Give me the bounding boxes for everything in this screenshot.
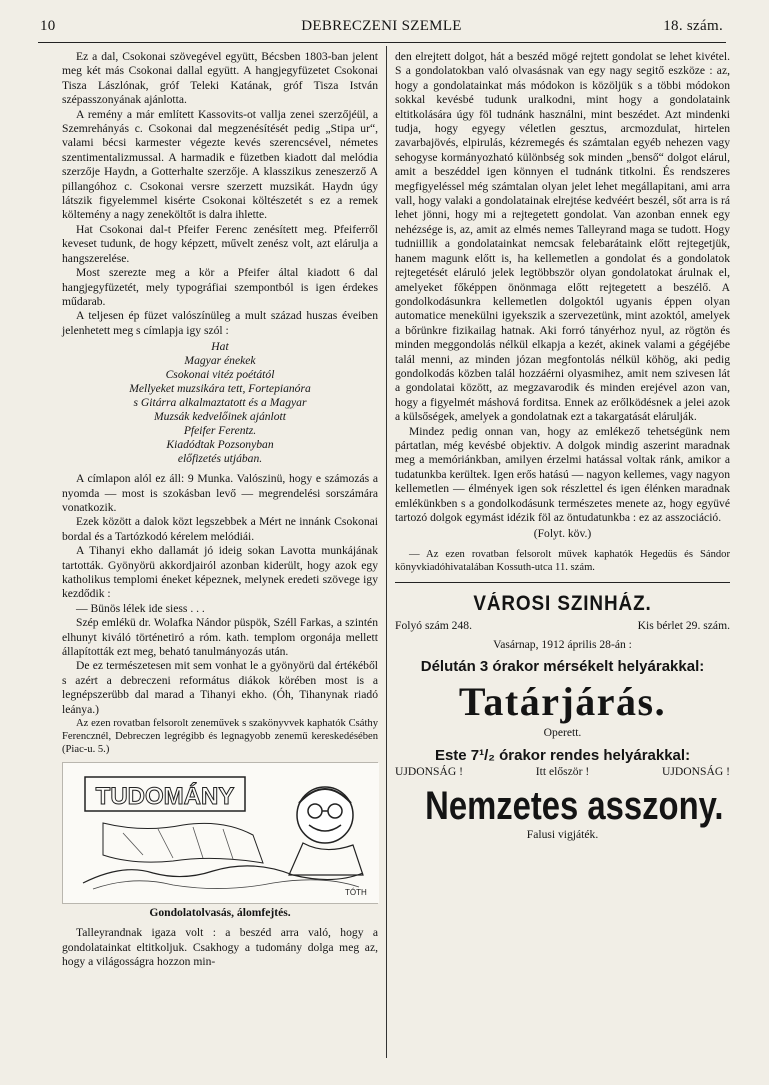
first-time-label: Itt először ! — [535, 765, 590, 779]
cartoon-caption: Gondolatolvasás, álomfejtés. — [149, 906, 291, 920]
hymn-quote: — Bünös lélek ide siess . . . — [76, 601, 205, 615]
page-header — [40, 18, 723, 40]
page-number: 10 — [40, 18, 56, 34]
quote-line: Hat — [211, 340, 229, 354]
paragraph: A címlapon alól ez áll: 9 Munka. Valószinü, hogy e számozás a nyomda — most is szokásban levő — megrendelési sorszámára vonatkozik. — [62, 472, 378, 514]
performance-numbers — [395, 619, 730, 633]
theatre-title: VÁROSI SZINHÁZ. — [473, 591, 652, 615]
novelty-line — [395, 765, 730, 779]
journal-title: DEBRECZENI SZEMLE — [301, 18, 462, 34]
bookshop-notice: Az ezen rovatban felsorolt zeneművek s szakönyvvek kaphatók Csáthy Ferencznél, Debreczen legrégibb és legnagyobb zenemű kereskedésében (Piac-u. 5.) — [62, 718, 378, 756]
left-column — [62, 50, 378, 970]
subscription-number: Kis bérlet 29. szám. — [637, 619, 730, 633]
novelty-right: UJDONSÁG ! — [662, 765, 730, 779]
matinee-line: Délután 3 órakor mérsékelt helyárakkal: — [420, 658, 705, 676]
continued-note: (Folyt. köv.) — [533, 527, 592, 541]
cartoon-signature: TÓTH — [345, 888, 367, 898]
quote-line: Magyar énekek — [184, 354, 256, 368]
paragraph: A remény a már említett Kassovits-ot vallja zenei szerzőjéül, a Szemrehányás c. Csokonai dal megzenésítését pedig „Stipa ur“, valami bécsi karmester végezte kevés szerencsével, németes szentimentalizmussal. A harmadik e füzetben kiadott dal melódia szerzője Haydn, a Gotterhalte szerzője. A klasszikus zeneszerző A pillangóhoz c. Csokonai versre szerzett muzsikát. Haydn úgy látszik figyelemmel kisérte Csokonai költészetét s ez a remek költemény a nagy zeneköltőt is dalra ihlette. — [62, 107, 378, 222]
paragraph: A teljesen ép füzet valószínüleg a mult század huszas éveiben jelenhetett meg s címlapja igy szól : — [62, 309, 378, 337]
paragraph: A Tihanyi ekho dallamát jó ideig sokan Lavotta munkájának tartották. Gyönyörü akkordjairól azonban kiderült, hogy azok egy katholikus templomi éneket képeznek, melynek eredeti szövege igy kezdődik : — [62, 544, 378, 601]
quote-line: Csokonai vitéz poétától — [165, 368, 275, 382]
header-rule — [38, 42, 726, 43]
paragraph: De ez természetesen mit sem vonhat le a gyönyörü dal értékéből s azért a debreczeni református diákok körében most is a legnépszerübb dal marad a Tihanyi ekho. (Óh, Tihanynak riadó leánya.) — [62, 659, 378, 716]
publisher-notice: — Az ezen rovatban felsorolt művek kaphatók Hegedüs és Sándor könyvkiadóhivatalában Kossuth-utca 11. szám. — [395, 548, 730, 573]
novelty-left: UJDONSÁG ! — [395, 765, 463, 779]
title-page-quote — [62, 340, 378, 466]
cartoon-illustration — [62, 762, 378, 904]
paragraph: Most szerezte meg a kör a Pfeifer által kiadott 6 dal hangjegyfüzetét, mely typográfiai szempontból is igen érdekes műdarab. — [62, 266, 378, 308]
quote-line: előfizetés utjában. — [177, 452, 263, 466]
performance-number: Folyó szám 248. — [395, 619, 472, 633]
evening-line: Este 7¹/₂ órakor rendes helyárakkal: — [434, 746, 691, 764]
right-column — [395, 50, 730, 842]
cartoon-banner: TUDOMÁNY — [95, 783, 235, 811]
quote-line: Pfeifer Ferentz. — [183, 424, 257, 438]
paragraph: Mindez pedig onnan van, hogy az emlékező tehetségünk nem pártatlan, még kevésbé objektiv. A dolgok mindig aszerint maradnak meg a memóriánkban, amilyen érzelmi hatással voltak ránk, amikor a tudatunkba kerültek. Igen erős hatású — nagyon kellemes, vagy nagyon kellemetlen — élmények igen sok részlettel és igen élénken maradnak emlékünkben s a gondolkodásunk természetes menete az, hogy együvé tartozó dolgok egymást idézik föl az öntudatunkba : ez az asszociáció. — [395, 424, 730, 524]
quote-line: Kiadódtak Pozsonyban — [166, 438, 274, 452]
cartoon-drawing — [63, 763, 379, 903]
paragraph: Szép emlékü dr. Wolafka Nándor püspök, Széll Farkas, a szintén elhunyt kiváló történetiró a róm. kath. templom orgonája mellett állapították ezt meg, beható tanulmányozás után. — [62, 616, 378, 658]
paragraph: Hat Csokonai dal-t Pfeifer Ferenc zenésített meg. Pfeiferről keveset tudunk, de hogy képzett, művelt zenész volt, azt elárulja a hangszerelése. — [62, 222, 378, 265]
quote-line: Muzsák kedvelőinek ajánlott — [154, 410, 286, 424]
issue-number: 18. szám. — [663, 18, 723, 34]
evening-genre: Falusi vigjáték. — [526, 827, 599, 841]
theatre-announcement — [395, 591, 730, 842]
performance-date: Vasárnap, 1912 április 28-án : — [493, 637, 632, 651]
quote-line: s Gitárra alkalmaztatott és a Magyar — [133, 396, 307, 410]
paragraph: den elrejtett dolgot, hát a beszéd mögé rejtett gondolat se lehet kivétel. S a gondolatokban való olvasásnak van egy nagy segitő eszköze : az, hogy a gondolatainkat más módokon is közöljük s a többi módokon sokkal kevésbé tudunk uralkodni, mint hogy a gondolataink eltitkolására úgy föl tudnánk használni, mint beszédet. Azt mindenki tudja, hogy egyegy véletlen gesztus, arcmozdulat, hirtelen zavarbajövés, elpirulás, kézremegés és számtalan egyéb nehezen vagy sehogyse kormányozható különbség sok minden „benső“ dolgot elárul, amit a beszéddel igen könnyen el tudnánk titkolni. És rendszeres megfigyeléssel még számtalan olyan jelet lehet megállapitani, ami arra vall, hogy valaki a gondolatainak elrejtése kedvéért beszél, sőt arra is rá lehet jönni, hogy mi a rejtegetett gondolat. Van azonban ennek egy nehézsége is, az, amit az elmés nemes Talleyrand maga se tudott. Hogy tudniillik a gondolatainkat nemcsak felebarátaink előtt rejtegetjük, hanem magunk előtt is, ha kellemetlen a gondolat és a gondolatok rejtegetését eláruló jelek legtöbbször olyan gondolatokat árulnak el, amelyeket főképpen önönmaga előtt rejtegetett a beszélő. A gondolkodásunkra kellemetlen dolgoktól ugyanis éppen olyan automatice menekülni igyekszik a szervezetünk, mint azoktól, amelyek a bőrünkre fizikailag hatnak. Aki forró tányérhoz nyul, az rögtön és minden meggondolás nélkül elkapja a kezét, akinek valami a gégéjébe talál menni, az minden józan megfontolás nélkül köhög, aki pedig gondolkodás közben talál hozzáérni olyasmihez, amit nem szivesen lát a gondolatai között, az megzavarodik és minden erejével azon van, hogy a figyelmét máshová forditsa. Ennek az erőlködésnek a jelei azok a külsőségek, amelyek a gondolatnak ezt a takargatását elárulják. — [395, 50, 730, 424]
column-divider — [386, 46, 387, 1058]
evening-play-title: Nemzetes asszony. — [425, 783, 724, 828]
matinee-play-title: Tatárjárás. — [458, 679, 667, 725]
quote-line: Mellyeket muzsikára tett, Fortepianóra — [129, 382, 311, 396]
matinee-genre: Operett. — [543, 726, 582, 740]
section-rule — [395, 582, 730, 583]
paragraph: Ez a dal, Csokonai szövegével együtt, Bécsben 1803-ban jelent meg két más Csokonai dallal együtt. A hangjegyfüzetet Csokonai Tisza Lászlónak, gróf Teleki Katának, gróf Tisza István szépasszonyának ajánlotta. — [62, 50, 378, 107]
paragraph: Talleyrandnak igaza volt : a beszéd arra való, hogy a gondolatainkat eltitkoljuk. Csakhogy a tudomány dolga meg az, hogy a világosságra hozzon min- — [62, 926, 378, 969]
paragraph: Ezek között a dalok közt legszebbek a Mért ne innánk Csokonai bordal és a Tartózkodó kérelem melódiái. — [62, 515, 378, 543]
